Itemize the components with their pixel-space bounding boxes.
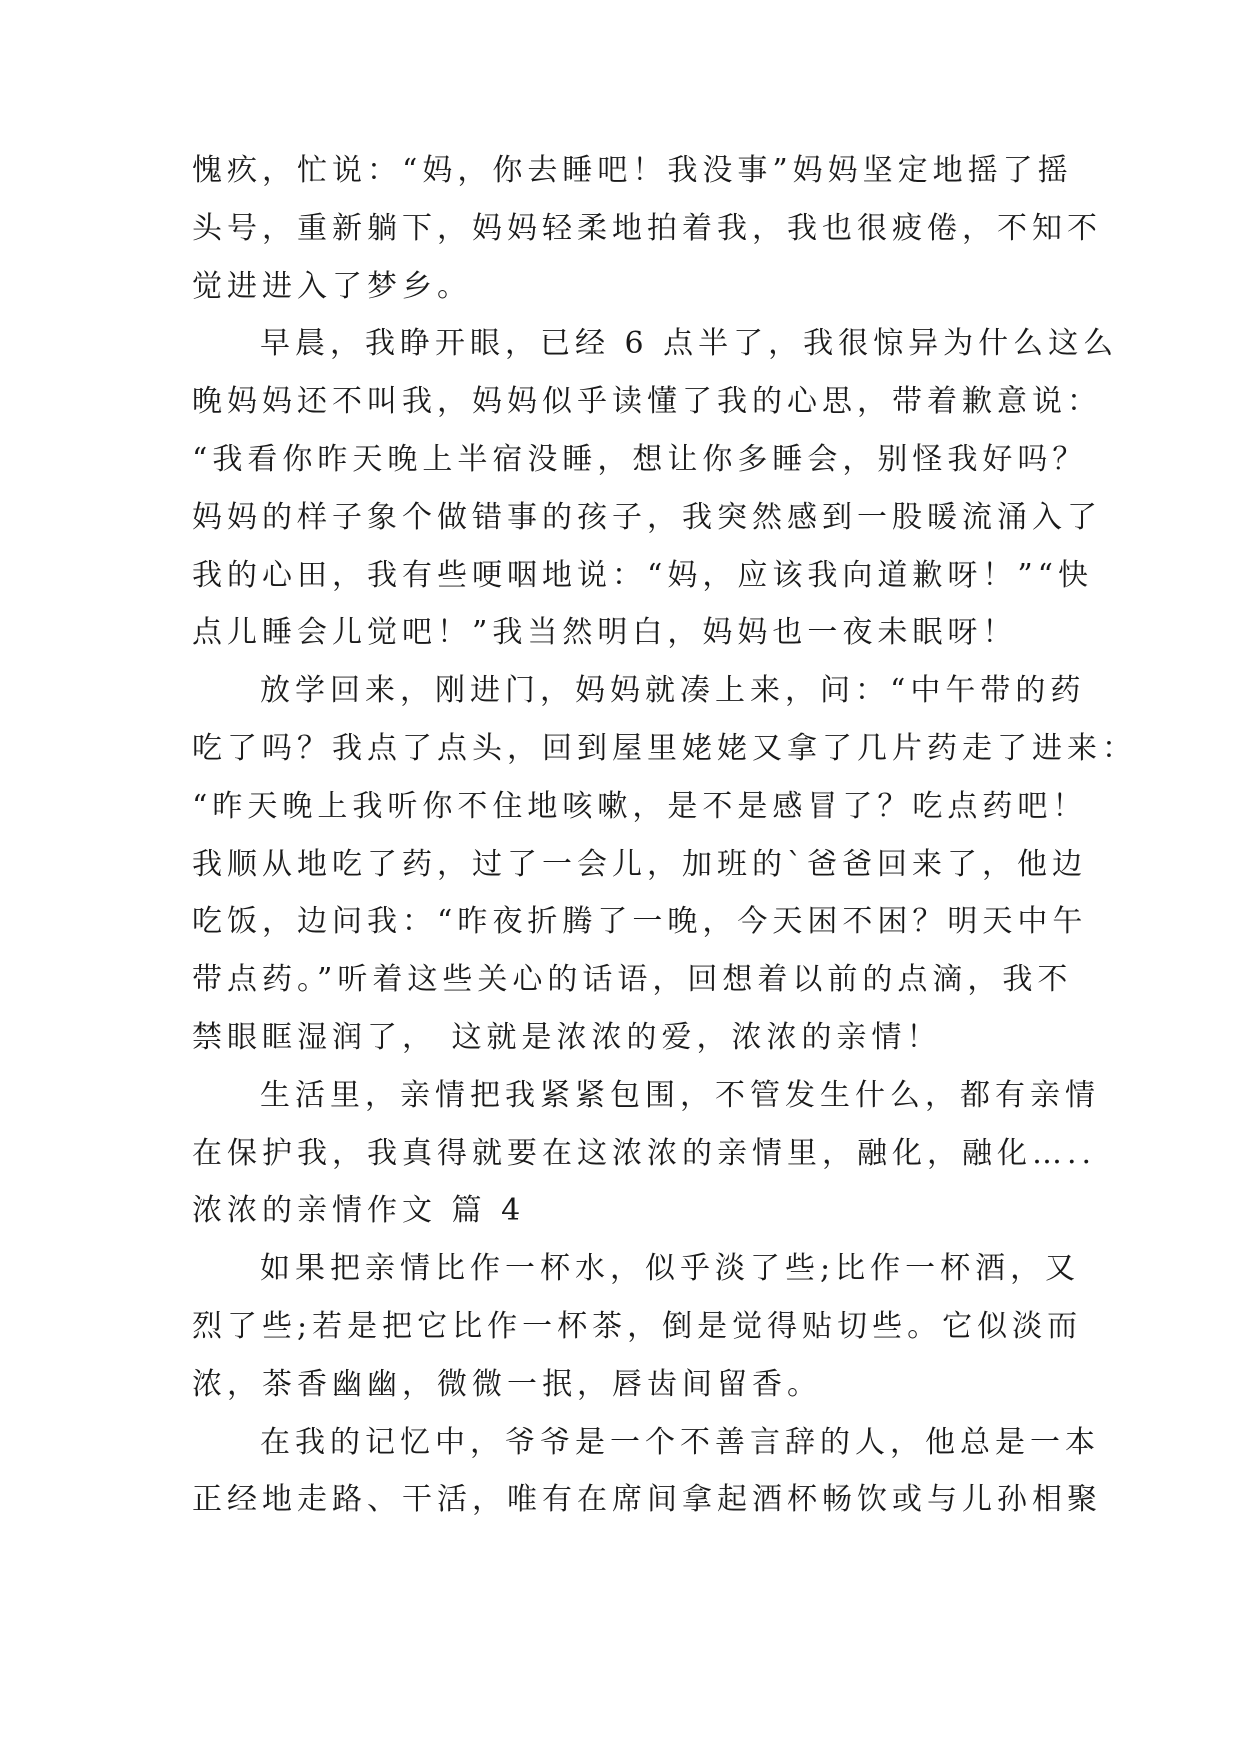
paragraph-start-line: 生活里，亲情把我紧紧包围，不管发生什么，都有亲情 [260,1077,1100,1113]
text-line: “我看你昨天晚上半宿没睡，想让你多睡会，别怪我好吗？ [192,441,1088,477]
text-line: 我顺从地吃了药，过了一会儿，加班的`爸爸回来了，他边 [192,846,1087,882]
text-line: 愧疚，忙说：“妈，你去睡吧！我没事”妈妈坚定地摇了摇 [192,153,1073,188]
text-line: 烈了些;若是把它比作一杯茶，倒是觉得贴切些。它似淡而 [192,1308,1083,1344]
text-line: 我的心田，我有些哽咽地说：“妈，应该我向道歉呀！”“快 [192,557,1094,593]
paragraph-start-line: 早晨，我睁开眼，已经 6 点半了，我很惊异为什么这么 [260,326,1119,362]
paragraph-start-line: 放学回来，刚进门，妈妈就凑上来，问：“中午带的药 [260,673,1086,709]
text-line: 在保护我，我真得就要在这浓浓的亲情里，融化，融化….. [192,1135,1097,1171]
section-heading: 浓浓的亲情作文 篇 4 [192,1193,526,1229]
text-line: 禁眼眶湿润了， 这就是浓浓的爱，浓浓的亲情！ [192,1019,942,1055]
text-line: 头号，重新躺下，妈妈轻柔地拍着我，我也很疲倦，不知不 [192,210,1102,246]
text-line: 吃了吗？我点了点头，回到屋里姥姥又拿了几片药走了进来： [192,730,1137,766]
text-line: 晚妈妈还不叫我，妈妈似乎读懂了我的心思，带着歉意说： [192,384,1102,420]
text-line: 浓，茶香幽幽，微微一抿，唇齿间留香。 [192,1366,822,1402]
text-line: 正经地走路、干活，唯有在席间拿起酒杯畅饮或与儿孙相聚 [192,1482,1102,1518]
text-line: 妈妈的样子象个做错事的孩子，我突然感到一股暖流涌入了 [192,499,1102,535]
text-line: 觉进进入了梦乡。 [192,268,472,304]
text-line: 带点药。”听着这些关心的话语，回想着以前的点滴，我不 [192,962,1073,998]
text-line: 点儿睡会儿觉吧！”我当然明白，妈妈也一夜未眠呀！ [192,615,1018,651]
paragraph-start-line: 如果把亲情比作一杯水，似乎淡了些;比作一杯酒，又 [260,1251,1081,1287]
paragraph-start-line: 在我的记忆中，爷爷是一个不善言辞的人，他总是一本 [260,1424,1100,1460]
text-line: 吃饭，边问我：“昨夜折腾了一晚，今天困不困？明天中午 [192,904,1088,940]
document-body [192,142,1137,1529]
text-line: “昨天晚上我听你不住地咳嗽，是不是感冒了？吃点药吧！ [192,788,1088,824]
